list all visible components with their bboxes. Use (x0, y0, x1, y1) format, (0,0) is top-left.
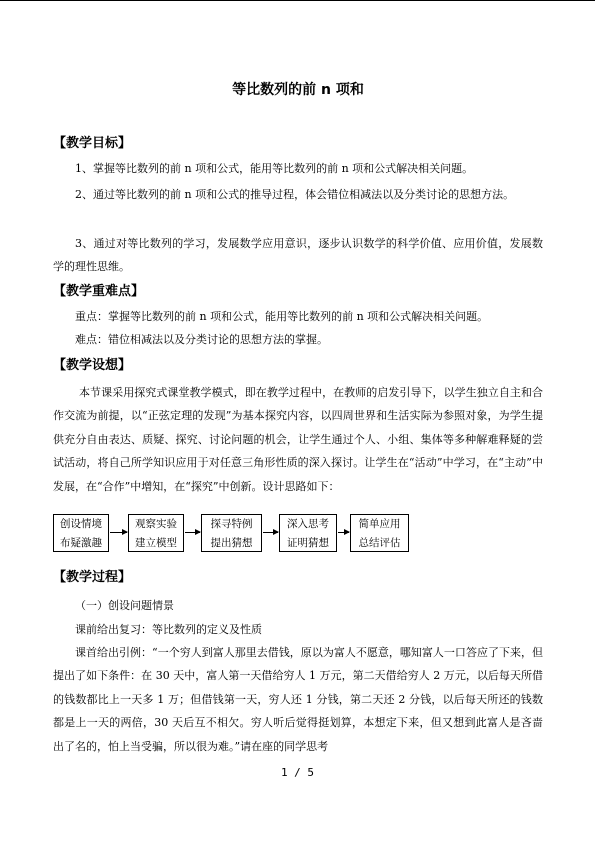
goal-item-1: 1、掌握等比数列的前 n 项和公式，能用等比数列的前 n 项和公式解决相关问题。 (75, 162, 474, 175)
keypoints-heading: 【教学重难点】 (53, 284, 145, 299)
flow-step-1-line2: 布疑激趣 (60, 537, 102, 549)
flow-step-4-line2: 证明猜想 (287, 537, 329, 549)
flow-step-2-line2: 建立模型 (135, 537, 177, 549)
process-story: 课首给出引例：“一个穷人到富人那里去借钱，原以为富人不愿意，哪知富人一口答应了下来，但提出了如下条件：在 30 天中，富人第一天借给穷人 1 万元，第二天借给穷人 2 万元，以后每天所借的钱数都比上一天多 1 万；但借钱第一天，穷人还 1 分钱，第二天还 2 分钱，以后每天所还的钱数都是上一天的两倍，30 天后互不相欠。穷人听后觉得挺划算，本想定下来，但又想到此富人是吝啬出了名的，怕上当受骗，所以很为难。”请在座的同学思考 (53, 646, 543, 753)
flow-step-2-line1: 观察实验 (135, 518, 177, 530)
goals-heading: 【教学目标】 (53, 136, 132, 151)
flow-step-4-line1: 深入思考 (287, 518, 329, 530)
flow-step-5-line2: 总结评估 (358, 537, 401, 549)
keypoints-focus: 重点：掌握等比数列的前 n 项和公式，能用等比数列的前 n 项和公式解决相关问题。 (75, 310, 489, 323)
design-flowchart (53, 514, 543, 556)
flow-arrow-1 (110, 532, 127, 533)
process-subheading: （一）创设问题情景 (75, 599, 174, 612)
flow-step-1-line1: 创设情境 (60, 518, 102, 530)
goal-item-2: 2、通过等比数列的前 n 项和公式的推导过程，体会错位相减法以及分类讨论的思想方法。 (75, 188, 515, 201)
flow-arrow-4 (338, 532, 349, 533)
flow-step-3 (201, 514, 262, 552)
flow-step-2 (128, 514, 184, 552)
page-number: 1 / 5 (280, 766, 315, 779)
top-rule (0, 0, 595, 1)
flow-arrow-2 (185, 532, 200, 533)
process-heading: 【教学过程】 (53, 570, 132, 585)
design-paragraph: 本节课采用探究式课堂教学模式，即在教学过程中，在教师的启发引导下，以学生独立自主和合作交流为前提，以“正弦定理的发现”为基本探究内容，以四周世界和生活实际为参照对象，为学生提供充分自由表达、质疑、探究、讨论问题的机会，让学生通过个人、小组、集体等多种解难释疑的尝试活动，将自己所学知识应用于对任意三角形性质的深入探讨。让学生在“活动”中学习，在“主动”中发展，在“合作”中增知，在“探究”中创新。设计思路如下： (53, 386, 543, 493)
design-heading: 【教学设想】 (53, 358, 132, 373)
keypoints-difficulty: 难点：错位相减法以及分类讨论的思想方法的掌握。 (75, 333, 328, 346)
flow-step-3-line2: 提出猜想 (210, 537, 253, 549)
flow-step-3-line1: 探寻特例 (210, 518, 253, 530)
page-title: 等比数列的前 n 项和 (232, 82, 364, 98)
goal-item-3: 3、通过对等比数列的学习，发展数学应用意识，逐步认识数学的科学价值、应用价值，发展数学的理性思维。 (53, 237, 543, 274)
flow-step-5-line1: 简单应用 (358, 518, 401, 530)
flow-step-5 (350, 514, 409, 552)
flow-arrow-3 (263, 532, 278, 533)
process-review: 课前给出复习：等比数列的定义及性质 (75, 623, 262, 636)
flow-step-1 (53, 514, 109, 552)
flow-step-4 (279, 514, 337, 552)
